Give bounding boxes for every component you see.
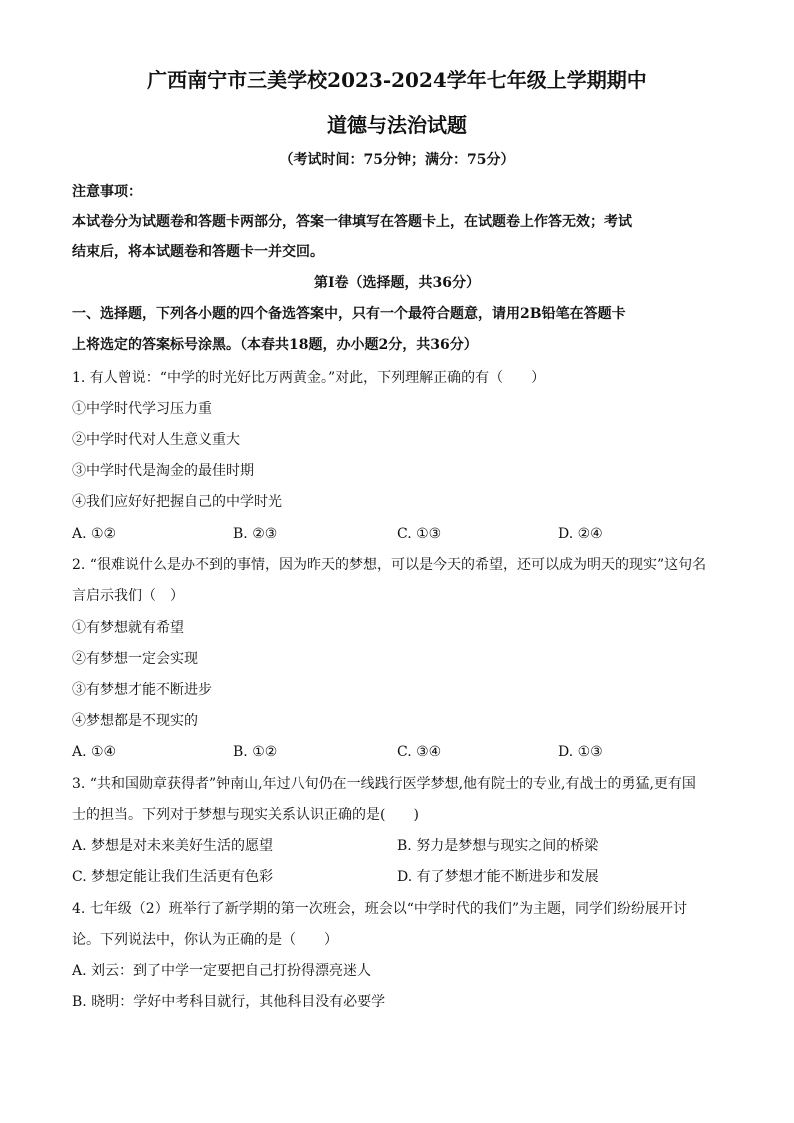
q2-option-c: C. ③④ — [397, 744, 442, 760]
part1-instruction-1: 一、选择题，下列各小题的四个备选答案中，只有一个最符合题意，请用2B铅笔在答题卡 — [72, 306, 626, 322]
q1-item: ②中学时代对人生意义重大 — [72, 432, 240, 448]
notice-text-1: 本试卷分为试题卷和答题卡两部分，答案一律填写在答题卡上，在试题卷上作答无效；考试 — [72, 214, 632, 230]
q1-option-b: B. ②③ — [233, 526, 278, 542]
part1-instruction-2: 上将选定的答案标号涂黑。（本春共18题，办小题2分，共36分） — [72, 337, 478, 353]
q2-item: ①有梦想就有希望 — [72, 620, 184, 636]
q4-option-a: A. 刘云：到了中学一定要把自己打扮得漂亮迷人 — [72, 963, 372, 979]
notice-text-2: 结束后，将本试题卷和答题卡一并交回。 — [72, 244, 324, 260]
q2-option-b: B. ①② — [233, 744, 278, 760]
q3-option-c: C. 梦想定能让我们生活更有色彩 — [72, 869, 274, 885]
exam-time-info: （考试时间：75分钟；满分：75分） — [279, 152, 515, 168]
q3-option-a: A. 梦想是对未来美好生活的愿望 — [72, 838, 274, 854]
q4-stem-2: 论。下列说法中，你认为正确的是（ ） — [72, 932, 338, 948]
q2-item: ③有梦想才能不断进步 — [72, 682, 212, 698]
exam-title: 广西南宁市三美学校2023-2024学年七年级上学期期中 — [147, 68, 647, 92]
q4-stem-1: 4. 七年级（2）班举行了新学期的第一次班会，班会以“中学时代的我们”为主题，同学们纷纷展开讨 — [72, 901, 688, 917]
exam-subject: 道德与法治试题 — [327, 113, 467, 137]
q2-stem-1: 2. “很难说什么是办不到的事情，因为昨天的梦想，可以是今天的希望，还可以成为明天的现实”这句名 — [72, 557, 707, 573]
q1-option-d: D. ②④ — [558, 526, 603, 542]
q2-item: ④梦想都是不现实的 — [72, 713, 198, 729]
q2-option-d: D. ①③ — [558, 744, 603, 760]
q1-item: ③中学时代是淘金的最佳时期 — [72, 463, 254, 479]
notice-label: 注意事项： — [72, 184, 142, 200]
q1-option-c: C. ①③ — [397, 526, 442, 542]
q1-stem: 1. 有人曾说：“中学的时光好比万两黄金。”对此，下列理解正确的有（ ） — [72, 370, 546, 386]
q3-stem-1: 3. “共和国勋章获得者”钟南山,年过八旬仍在一线践行医学梦想,他有院士的专业,有战士的勇猛,更有国 — [72, 776, 696, 792]
q3-option-b: B. 努力是梦想与现实之间的桥梁 — [397, 838, 599, 854]
q1-item: ①中学时代学习压力重 — [72, 401, 212, 417]
part1-heading: 第Ⅰ卷（选择题，共36分） — [313, 275, 481, 291]
q3-option-d: D. 有了梦想才能不断进步和发展 — [397, 869, 599, 885]
q1-item: ④我们应好好把握自己的中学时光 — [72, 494, 282, 510]
q2-option-a: A. ①④ — [72, 744, 117, 760]
q1-option-a: A. ①② — [72, 526, 117, 542]
q2-item: ②有梦想一定会实现 — [72, 651, 198, 667]
q2-stem-2: 言启示我们（ ） — [72, 588, 184, 604]
q4-option-b: B. 晓明：学好中考科目就行，其他科目没有必要学 — [72, 994, 386, 1010]
q3-stem-2: 士的担当。下列对于梦想与现实关系认识正确的是( ) — [72, 807, 419, 823]
